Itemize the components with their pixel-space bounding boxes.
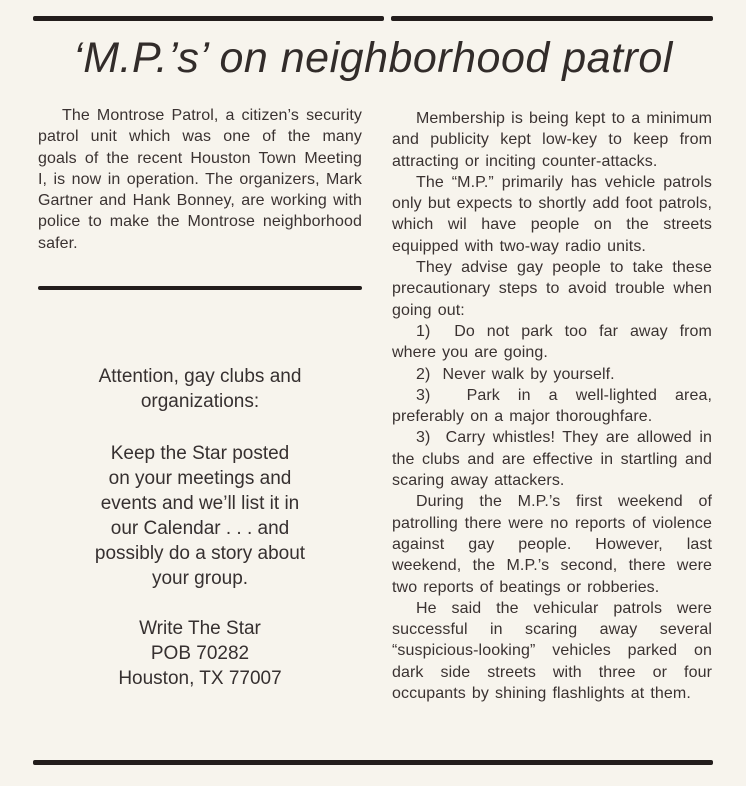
- notice-body: [38, 441, 362, 591]
- notice-body-line: Keep the Star posted: [110, 443, 290, 465]
- right-column: [392, 100, 712, 704]
- left-column: [38, 100, 362, 704]
- notice-heading-line: organizations:: [140, 391, 260, 413]
- notice-body-line: your group.: [151, 568, 249, 590]
- article-list-item: 1) Do not park too far away from where you are going.: [392, 322, 712, 362]
- notice-body-line: possibly do a story about: [94, 543, 306, 565]
- notice-body-line: on your meetings and: [108, 468, 292, 490]
- intro-paragraph: The Montrose Patrol, a citizen’s security patrol unit which was one of the many goals of the recent Houston Town Meeting I, is now in operation. The organizers, Mark Gartner and Hank Bonney, are working with police to make the Montrose neighborhood safer.: [38, 107, 362, 252]
- top-rule-left-segment: [33, 16, 384, 21]
- notice-address: [38, 616, 362, 691]
- section-divider-rule: [38, 286, 362, 290]
- top-rule-right-segment: [391, 16, 713, 21]
- article-paragraph: They advise gay people to take these precautionary steps to avoid trouble when going out:: [392, 259, 712, 319]
- article-paragraph: The “M.P.” primarily has vehicle patrols only but expects to shortly add foot patrols, which wil have people on the streets equipped with two-way radio units.: [392, 173, 712, 255]
- article-paragraph: Membership is being kept to a minimum and publicity kept low-key to keep from attracting or inciting counter-attacks.: [392, 110, 712, 170]
- article-list-item: 2) Never walk by yourself.: [416, 365, 615, 383]
- article-paragraph: During the M.P.’s first weekend of patrolling there were no reports of violence against gay people. However, last weekend, the M.P.’s second, there were two reports of beatings or robberies.: [392, 493, 712, 596]
- address-line: POB 70282: [150, 643, 250, 665]
- top-border-rule: [33, 16, 713, 21]
- article-title: ‘M.P.’s’ on neighborhood patrol: [73, 34, 673, 82]
- article-paragraph: He said the vehicular patrols were successful in scaring away several “suspicious-looking” vehicles parked on dark side streets with three or four occupants by shining flashlights at them.: [392, 599, 712, 703]
- notice-heading: [38, 364, 362, 414]
- bottom-border-rule: [33, 760, 713, 765]
- notice-heading-line: Attention, gay clubs and: [98, 366, 302, 388]
- article-list-item: 3) Park in a well-lighted area, preferably on a major thoroughfare.: [392, 386, 712, 426]
- notice-body-line: our Calendar . . . and: [110, 518, 290, 540]
- article-list-item: 3) Carry whistles! They are allowed in the clubs and are effective in startling and scaring away attackers.: [392, 429, 712, 490]
- address-line: Houston, TX 77007: [118, 668, 282, 690]
- article-columns: [38, 100, 712, 704]
- address-line: Write The Star: [139, 618, 261, 640]
- notice-body-line: events and we’ll list it in: [100, 493, 300, 515]
- clubs-notice: [38, 364, 362, 691]
